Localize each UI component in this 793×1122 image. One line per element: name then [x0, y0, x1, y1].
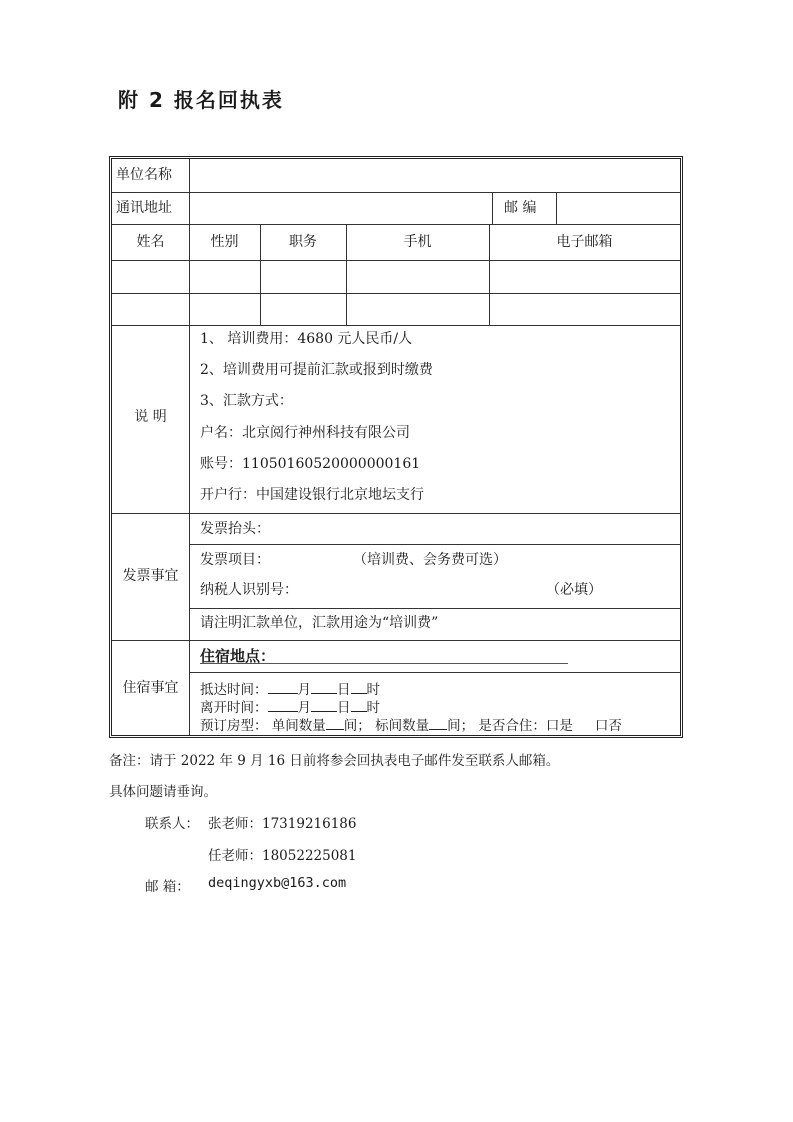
contact-zhang: 张老师：17319216186: [208, 816, 357, 832]
lodging-place-label: 住宿地点：: [200, 647, 276, 665]
departure-row: 离开时间： 月 日 时: [200, 697, 380, 717]
mobile-header: 手机: [403, 234, 432, 250]
tax-id-label: 纳税人识别号：: [200, 582, 298, 598]
explain-line: 3、汇款方式：: [200, 393, 293, 409]
postcode-label: 邮 编: [504, 200, 537, 216]
explain-line: 开户行：中国建设银行北京地坛支行: [200, 487, 424, 503]
inquiry-note: 具体问题请垂询。: [109, 784, 217, 800]
tax-id-note: （必填）: [546, 582, 602, 598]
explain-line: 1、 培训费用：4680 元人民币/人: [200, 331, 413, 347]
registration-form: [109, 156, 683, 738]
explain-line: 2、培训费用可提前汇款或报到时缴费: [200, 362, 433, 378]
explain-label: 说 明: [134, 409, 167, 425]
gender-header: 性别: [210, 234, 239, 250]
invoice-item-note: （培训费、会务费可选）: [353, 552, 507, 568]
name-header: 姓名: [136, 234, 165, 250]
share-yes-checkbox[interactable]: 口是: [545, 718, 573, 734]
explain-line: 户名：北京阅行神州科技有限公司: [200, 425, 410, 441]
contact-email[interactable]: deqingyxb@163.com: [208, 875, 347, 891]
explain-line: 账号：11050160520000000161: [200, 456, 421, 472]
page-title: 附 2 报名回执表: [118, 88, 284, 112]
unit-name-label: 单位名称: [116, 167, 172, 183]
invoice-header-label: 发票抬头：: [200, 521, 270, 537]
invoice-remark: 请注明汇款单位，汇款用途为“培训费”: [200, 615, 439, 631]
deadline-note: 备注：请于 2022 年 9 月 16 日前将参会回执表电子邮件发至联系人邮箱。: [109, 753, 560, 769]
share-no-checkbox[interactable]: 口否: [594, 718, 622, 734]
room-booking-row: 预订房型： 单间数量 间； 标间数量 间； 是否合住：口是 口否: [200, 715, 622, 735]
invoice-label: 发票事宜: [122, 568, 179, 584]
arrival-row: 抵达时间： 月 日 时: [200, 679, 380, 699]
contact-ren: 任老师：18052225081: [208, 848, 357, 864]
position-header: 职务: [289, 234, 317, 250]
address-label: 通讯地址: [116, 200, 172, 216]
invoice-item-label: 发票项目：: [200, 552, 270, 568]
email-label: 邮 箱：: [145, 879, 190, 895]
email-header: 电子邮箱: [556, 234, 613, 250]
lodging-label: 住宿事宜: [122, 680, 179, 696]
contact-label: 联系人：: [145, 816, 199, 832]
